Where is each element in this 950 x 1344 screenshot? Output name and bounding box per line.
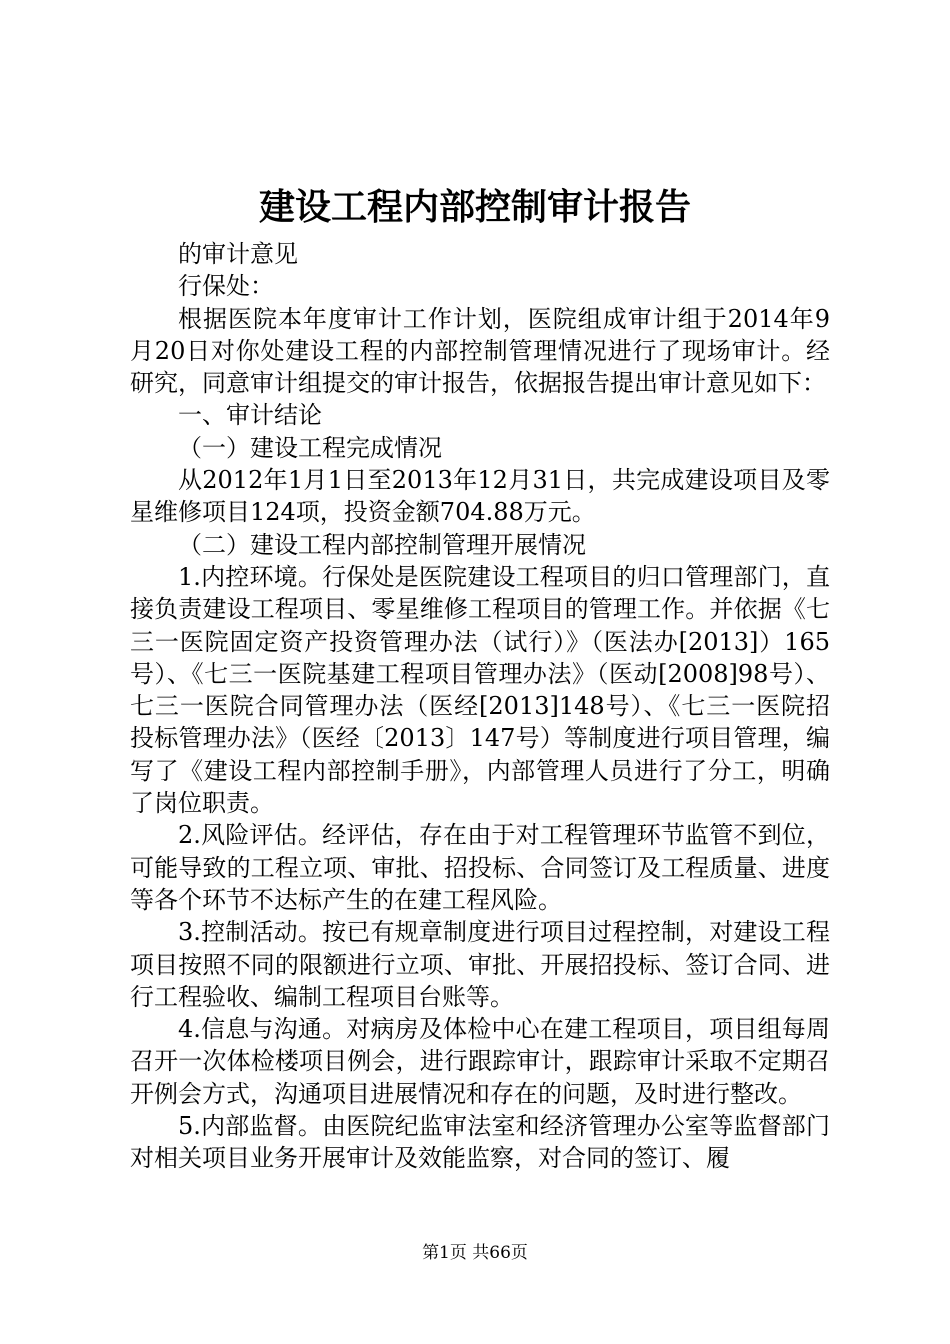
paragraph: 根据医院本年度审计工作计划，医院组成审计组于2014年9月20日对你处建设工程的内部控制管理情况进行了现场审计。经研究，同意审计组提交的审计报告，依据报告提出审计意见如下： [130,304,830,398]
paragraph: 3.控制活动。按已有规章制度进行项目过程控制，对建设工程项目按照不同的限额进行立项、审批、开展招投标、签订合同、进行工程验收、编制工程项目台账等。 [130,918,830,1011]
paragraph: 一、审计结论 [178,401,322,430]
document-title: 建设工程内部控制审计报告 [258,187,691,228]
paragraph: 4.信息与沟通。对病房及体检中心在建工程项目，项目组每周召开一次体检楼项目例会，进行跟踪审计，跟踪审计采取不定期召开例会方式，沟通项目进展情况和存在的问题，及时进行整改。 [130,1015,830,1108]
paragraph: 的审计意见 [178,240,298,268]
paragraph: 2.风险评估。经评估，存在由于对工程管理环节监管不到位，可能导致的工程立项、审批、招投标、合同签订及工程质量、进度等各个环节不达标产生的在建工程风险。 [130,821,830,914]
paragraph: 1.内控环境。行保处是医院建设工程项目的归口管理部门，直接负责建设工程项目、零星维修工程项目的管理工作。并依据《七三一医院固定资产投资管理办法（试行）》（医法办[2013]）165号）、《七三一医院基建工程项目管理办法》（医动[2008]98号）、七三一医院合同管理办法（医经[2013]148号）、《七三一医院招投标管理办法》（医经〔2013〕147号）等制度进行项目管理，编写了《建设工程内部控制手册》，内部管理人员进行了分工，明确了岗位职责。 [130,562,830,818]
document-body [130,238,830,1175]
paragraph: 从2012年1月1日至2013年12月31日，共完成建设项目及零星维修项目124项，投资金额704.88万元。 [130,466,830,527]
paragraph: （二）建设工程内部控制管理开展情况 [178,530,586,559]
paragraph: （一）建设工程完成情况 [178,433,442,462]
paragraph: 行保处： [178,272,274,301]
paragraph: 5.内部监督。由医院纪监审法室和经济管理办公室等监督部门对相关项目业务开展审计及效能监察，对合同的签订、履 [130,1112,830,1173]
page-footer: 第1页 共66页 [422,1243,528,1263]
